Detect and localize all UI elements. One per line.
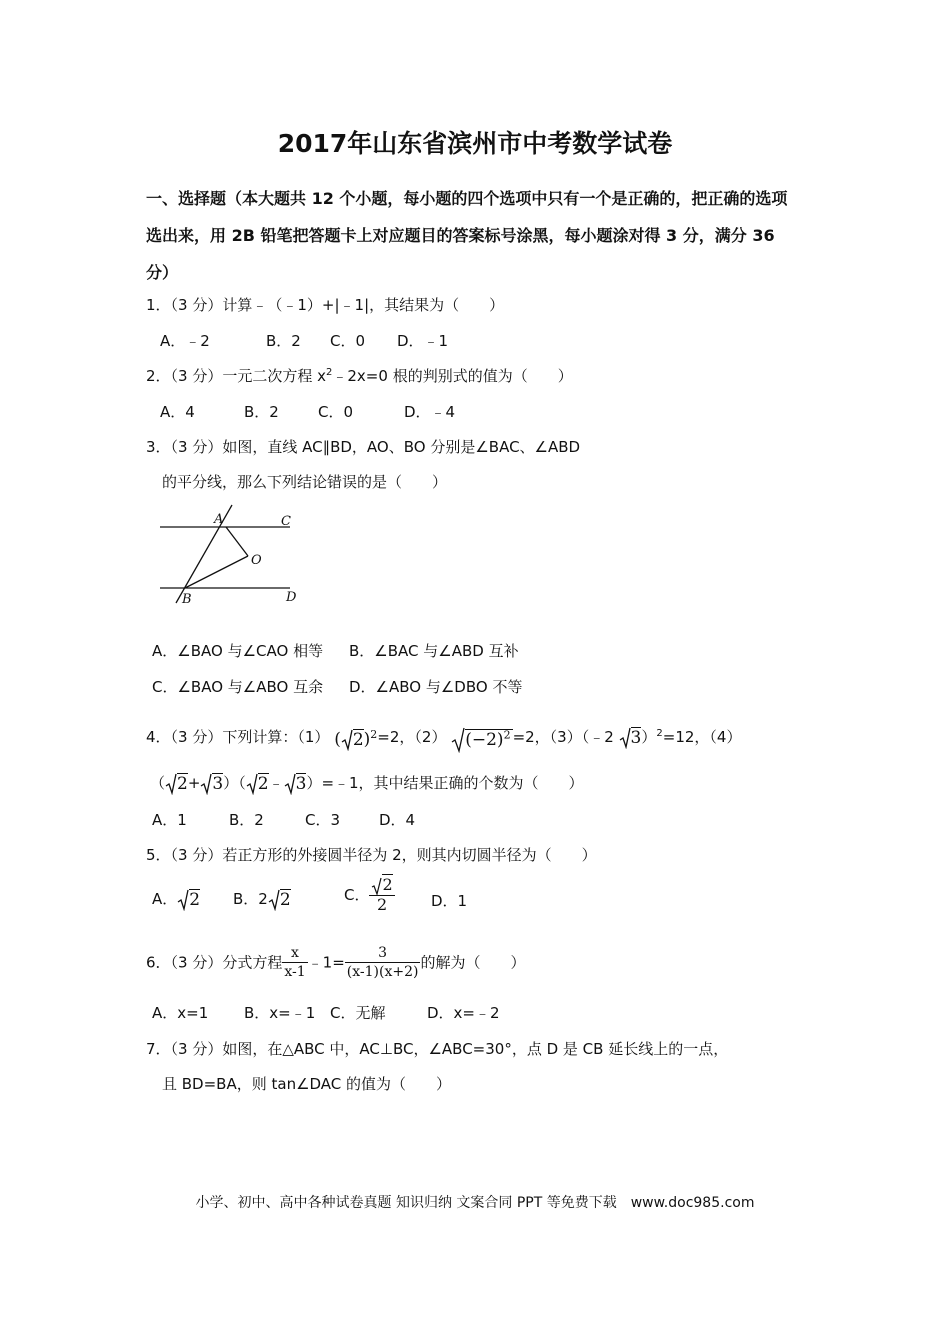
radical-sign-icon [246, 773, 258, 795]
q6-fraction-2 [345, 944, 421, 981]
radical-sign-icon [284, 773, 296, 795]
q1-option-b: B．2 [266, 332, 301, 350]
q4-part1-sup: 2 [370, 728, 378, 742]
page-footer: 小学、初中、高中各种试卷真题 知识归纳 文案合同 PPT 等免费下载 www.doc985.com [195, 1195, 755, 1211]
radical-sign-icon [451, 727, 465, 753]
q4-part3-radicand: 3 [630, 727, 642, 748]
q2-option-a: A．4 [160, 403, 195, 421]
radical-sign-icon [165, 773, 177, 795]
q6-option-b: B．x=﹣1 [244, 1004, 316, 1022]
q5-option-b-sqrt [268, 887, 291, 913]
q4-part1-eq: =2，（2） [377, 728, 447, 746]
q6-option-d: D．x=﹣2 [427, 1004, 500, 1022]
label-b: B [182, 592, 192, 607]
q4-minus: ﹣ [268, 774, 284, 792]
q3-option-d: D．∠ABO 与∠DBO 不等 [349, 678, 523, 696]
q5-option-b-radicand: 2 [279, 889, 291, 910]
q1-option-d: D．﹣1 [397, 332, 449, 350]
q5-option-c-denominator: 2 [376, 894, 388, 914]
q5-option-c-label: C． [344, 885, 370, 904]
q3-option-b: B．∠BAC 与∠ABD 互补 [349, 642, 519, 660]
question-4-stem-line2 [150, 770, 584, 797]
q2-stem-sup: 2 [326, 367, 333, 378]
q5-option-b-label: B．2 [233, 890, 268, 908]
page-title: 2017年山东省滨州市中考数学试卷 [277, 129, 673, 158]
q6-option-c: C．无解 [330, 1004, 386, 1022]
q5-option-c [344, 876, 395, 914]
q5-option-a-radicand: 2 [189, 889, 201, 910]
question-7-stem-line2: 且 BD=BA，则 tan∠DAC 的值为（ ） [162, 1075, 452, 1093]
q6-prefix: 6．（3 分）分式方程 [146, 953, 283, 972]
q6-fraction-1-den: x-1 [284, 964, 306, 980]
q4-radicand-c: 2 [257, 773, 269, 794]
q6-tail: 的解为（ ） [420, 953, 526, 972]
q4-part2-radicand: (−2) [465, 729, 504, 750]
question-4-stem-line1 [146, 720, 741, 754]
q4-sqrt-b [200, 771, 223, 797]
radical-sign-icon [371, 877, 382, 895]
q1-option-c: C．0 [330, 332, 366, 350]
label-o: O [251, 553, 262, 568]
label-d: D [286, 590, 297, 605]
question-1-stem: 1．（3 分）计算﹣（﹣1）+|﹣1|，其结果为（ ） [146, 296, 505, 314]
q5-option-a-sqrt [177, 887, 200, 913]
question-2-stem [146, 365, 573, 386]
q2-option-d: D．﹣4 [404, 403, 456, 421]
q4-sqrt-d [284, 771, 307, 797]
q4-part3-tail: =12，（4） [662, 728, 742, 746]
q6-option-a: A．x=1 [152, 1004, 209, 1022]
q5-option-a-label: A． [152, 890, 178, 908]
question-6-stem [146, 942, 525, 983]
q4-part3-expr [619, 724, 642, 752]
question-7-stem-line1: 7．（3 分）如图，在△ABC 中，AC⊥BC，∠ABC=30°，点 D 是 CB 延长线上的一点， [146, 1040, 729, 1058]
q4-part2-expr [451, 721, 512, 754]
q2-option-b: B．2 [244, 403, 279, 421]
q4-part3-sup: 2 [656, 728, 663, 739]
q5-option-b [233, 886, 291, 913]
q4-line2-open: （ [150, 774, 166, 792]
q4-part1-radicand: 2 [352, 729, 364, 750]
q4-sqrt-a [165, 771, 188, 797]
q4-prefix: 4．（3 分）下列计算：（1） [146, 728, 330, 746]
question-5-stem: 5．（3 分）若正方形的外接圆半径为 2，则其内切圆半径为（ ） [146, 846, 597, 864]
q4-plus: + [187, 774, 201, 792]
q2-stem-a: 2．（3 分）一元二次方程 x [146, 367, 327, 385]
label-a: A [214, 512, 224, 527]
q4-part2-sup: 2 [503, 728, 511, 742]
q4-mid: ）（ [223, 774, 246, 792]
question-3-stem-line1: 3．（3 分）如图，直线 AC∥BD，AO、BO 分别是∠BAC、∠ABD [146, 438, 581, 456]
q3-option-c: C．∠BAO 与∠ABO 互余 [152, 678, 324, 696]
section-heading-line3: 分） [146, 263, 179, 282]
radical-sign-icon [177, 889, 189, 911]
q4-line2-tail: ）=﹣1，其中结果正确的个数为（ ） [306, 774, 584, 792]
q5-option-a [152, 886, 200, 913]
q4-part2-eq: =2，（3）（﹣2 [512, 728, 614, 746]
q4-option-d: D．4 [379, 811, 416, 829]
q4-option-c: C．3 [305, 811, 341, 829]
q2-stem-b: ﹣2x=0 根的判别式的值为（ ） [332, 367, 573, 385]
q2-option-c: C．0 [318, 403, 354, 421]
radical-sign-icon [200, 773, 212, 795]
q4-part1-expr: ( 2)$^2$ [334, 728, 378, 750]
q3-figure [150, 500, 320, 610]
section-heading-line2: 选出来，用 2B 铅笔把答题卡上对应题目的答案标号涂黑，每小题涂对得 3 分，满分 36 [146, 226, 775, 245]
segment-ao [226, 527, 248, 556]
label-c: C [281, 514, 291, 529]
q4-radicand-b: 3 [212, 773, 224, 794]
q6-fraction-1-num: x [282, 944, 307, 963]
q6-fraction-2-den: (x-1)(x+2) [346, 964, 419, 980]
question-3-stem-line2: 的平分线，那么下列结论错误的是（ ） [162, 473, 448, 491]
q5-option-c-fraction [369, 876, 394, 914]
radical-sign-icon [341, 729, 353, 751]
radical-sign-icon [268, 889, 280, 911]
q1-option-a: A．﹣2 [160, 332, 210, 350]
q4-part3-eq: ） [641, 728, 657, 746]
q6-fraction-1 [282, 944, 307, 981]
radical-sign-icon [619, 727, 631, 749]
q5-option-d: D．1 [431, 892, 468, 910]
q6-mid: ﹣1= [307, 953, 345, 972]
section-heading-line1: 一、选择题（本大题共 12 个小题，每小题的四个选项中只有一个是正确的，把正确的选项 [146, 189, 788, 208]
q6-fraction-2-num: 3 [345, 944, 421, 963]
q4-radicand-d: 3 [295, 773, 307, 794]
q5-option-c-radicand: 2 [382, 875, 393, 895]
q3-option-a: A．∠BAO 与∠CAO 相等 [152, 642, 324, 660]
q4-radicand-a: 2 [177, 773, 188, 794]
q4-sqrt-c [246, 771, 269, 797]
q4-option-a: A．1 [152, 811, 187, 829]
q4-option-b: B．2 [229, 811, 264, 829]
